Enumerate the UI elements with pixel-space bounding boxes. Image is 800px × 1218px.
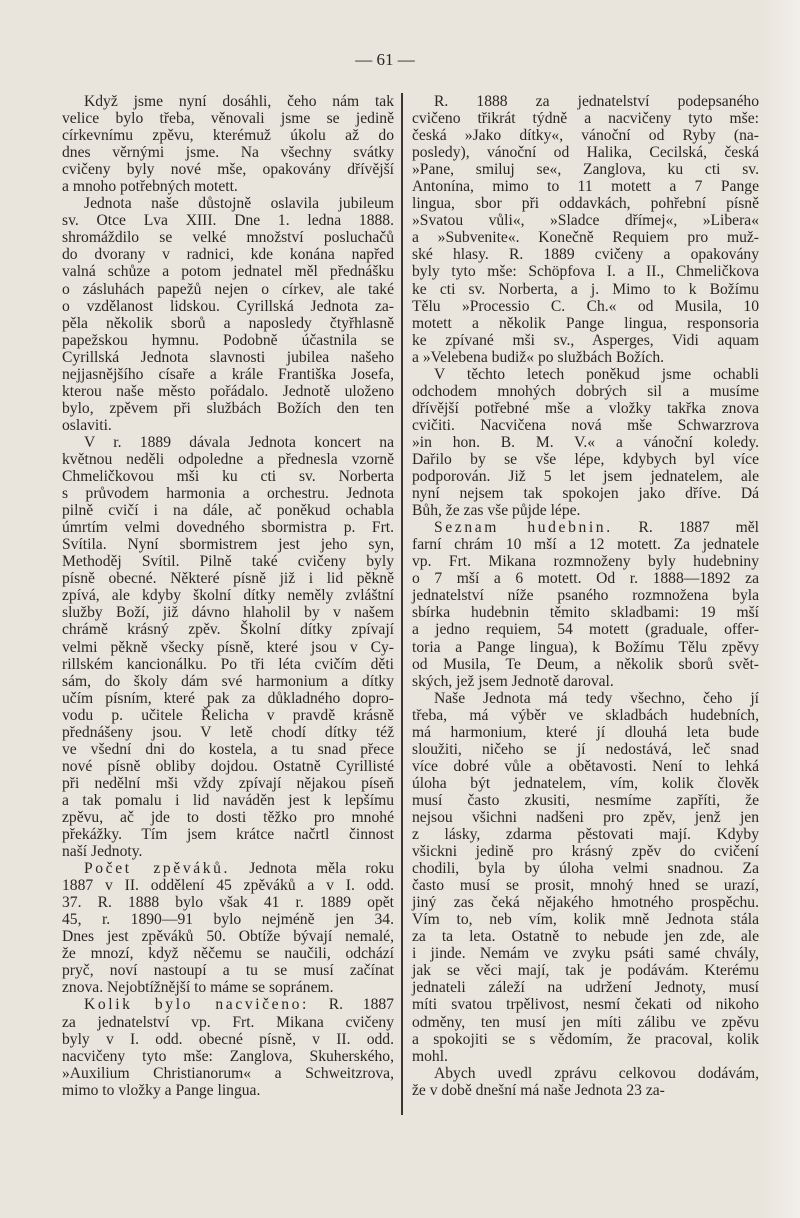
text-line: chrámě krásný zpěv. Školní dítky zpívají — [62, 621, 394, 639]
right-column — [412, 93, 759, 1099]
text-line: cvičeny byly nové mše, opakovány dřívější — [62, 161, 394, 179]
section-lead: Kolik bylo nacvičeno: — [84, 996, 309, 1014]
text-line: úmrtím velmi dovedného sbormistra p. Frt. — [62, 519, 394, 537]
text-line: církevnímu zpěvu, kterémuž úkolu až do — [62, 127, 394, 145]
text-line: shromáždilo se velké množství posluchačů — [62, 229, 394, 247]
text-line: písně obecné. Některé písně již i lid pěkně — [62, 570, 394, 588]
text-line-rest: R. 1887 — [328, 996, 394, 1014]
text-line: o zásluhách papežů nejen o církev, ale také — [62, 280, 394, 298]
text-line: byly tyto mše: Schöpfova I. a II., Chmeličkova — [412, 263, 759, 281]
text-line: Vím to, neb vím, kolik mně Jednota stála — [412, 911, 759, 929]
text-line: motett a několik Pange lingua, responsoria — [412, 314, 759, 332]
text-line: za ta leta. Ostatně to nebude jen zde, ale — [412, 928, 759, 946]
text-line: Abych uvedl zprávu celkovou dodávám, — [434, 1064, 759, 1082]
text-line: ské hlasy. R. 1889 cvičeny a opakovány — [412, 246, 759, 264]
text-line: sám, do školy dám své harmonium a dítky — [62, 672, 394, 690]
text-line: květnou neděli odpoledne a přednesla vzorně — [62, 450, 394, 468]
text-line: mohl. — [412, 1047, 448, 1065]
text-line: nové písně obliby dojdou. Ostatně Cyrillisté — [62, 757, 394, 775]
text-line: velmi pěkně všecky písně, které jsou v Cy- — [62, 638, 394, 656]
text-line: pryč, noví nastoupí a tu se musí začínat — [62, 962, 394, 980]
text-line: musí často zkusiti, nesmíme zapříti, že — [412, 791, 759, 809]
text-line: pilně cvičí i na dále, ač poněkud ochabla — [62, 502, 394, 520]
text-line: služby Boží, již dávno hlaholil by v našem — [62, 604, 394, 622]
text-line: vp. Frt. Mikana rozmnoženy byly hudebniny — [412, 553, 759, 571]
text-line: mimo to vložky a Pange lingua. — [62, 1081, 261, 1099]
text-line: má harmonium, které jí dlouhá leta bude — [412, 723, 759, 741]
text-line: za jednatelství vp. Frt. Mikana cvičeny — [62, 1013, 394, 1031]
text-line: česká »Jako dítky«, vánoční od Ryby (na- — [412, 127, 759, 145]
text-line: od Musila, Te Deum, a několik sborů svět- — [412, 655, 759, 673]
text-line: o 7 mší a 6 motett. Od r. 1888—1892 za — [412, 570, 759, 588]
text-line: i jinde. Nemám ve zvyku psáti samé chvály, — [412, 945, 759, 963]
text-line: ke zpívané mši sv., Asperges, Vidi aquam — [412, 331, 759, 349]
text-line: dřívější potřebné mše a vložky takřka znova — [412, 399, 759, 417]
text-line: míti svatou trpělivost, nesmí čekati od nikoho — [412, 996, 759, 1014]
text-line: »Pane, smiluj se«, Zanglova, ku cti sv. — [412, 161, 759, 179]
text-line: »Svatou vůli«, »Sladce dřímej«, »Libera« — [412, 212, 759, 230]
text-line: a spokojiti se s vědomím, že pracoval, kolik — [412, 1030, 759, 1048]
text-line: o vzdělanost lidskou. Cyrillská Jednota za- — [62, 297, 394, 315]
text-line: Dnes jest zpěváků 50. Obtíže bývají nemalé, — [62, 928, 394, 946]
text-line: a »Velebena budiž« po službách Božích. — [412, 348, 665, 366]
text-line: Methoděj Svítil. Pilně také cvičeny byly — [62, 553, 394, 571]
text-line: »Auxilium Christianorum« a Schweitzrova, — [62, 1064, 394, 1082]
text-line: jiný zas čeká nějakého hmotného prospěchu. — [412, 894, 759, 912]
text-line — [62, 860, 394, 877]
text-line-rest: R. 1887 měl — [638, 519, 759, 537]
text-line: farní chrám 10 mší a 12 motett. Za jednatele — [412, 536, 759, 554]
text-line: Cyrillská Jednota slavnosti jubilea našeho — [62, 348, 394, 366]
text-line: a tak pomalu i lid naváděn jest k lepšímu — [62, 791, 394, 809]
text-line: odchodem mnohých dobrých sil a musíme — [412, 382, 759, 400]
text-line: R. 1888 za jednatelství podepsaného — [434, 93, 759, 110]
text-line: vodu p. učitele Řelicha v pravdě krásně — [62, 706, 394, 724]
text-line: a mnoho potřebných motett. — [62, 178, 238, 196]
text-line: učím písním, které pak za důkladného dopro- — [62, 689, 394, 707]
text-line: kterou naše město pořádalo. Jednotě uloženo — [62, 382, 394, 400]
text-line: velice bylo třeba, věnovali jsme se jedině — [62, 110, 394, 128]
text-line: pěla několik sborů a naposledy čtyřhlasně — [62, 314, 394, 332]
text-line: sloužiti, ničeho se jí nedostává, leč snad — [412, 740, 759, 758]
text-line: překážky. Tím jsem krátce načrtl činnost — [62, 826, 394, 844]
text-line: nejjasnějšího císaře a krále Františka Josefa, — [62, 365, 394, 383]
text-line: že v době dnešní má naše Jednota 23 za- — [412, 1081, 665, 1099]
text-line: Tělu »Processio C. Ch.« od Musila, 10 — [412, 297, 759, 315]
text-line: Jednota naše důstojně oslavila jubileum — [84, 195, 394, 213]
text-line: jednateli záleží na udržení Jednoty, musí — [412, 979, 759, 997]
text-line: 37. R. 1888 bylo však 41 r. 1889 opět — [62, 894, 394, 912]
text-line: ke cti sv. Norberta, a j. Mimo to k Božímu — [412, 280, 759, 298]
text-line: cvičeno třikrát týdně a nacvičeny tyto mše: — [412, 110, 759, 128]
section-lead: Seznam hudebnin. — [434, 519, 613, 537]
text-line: ve všední dni do kostela, a tu snad přece — [62, 740, 394, 758]
text-line: Chmeličkovou mši ku cti sv. Norberta — [62, 468, 394, 486]
left-column — [62, 93, 394, 1099]
text-line: oslaviti. — [62, 416, 112, 434]
text-line: rillském kancionálku. Po tři léta cvičím děti — [62, 655, 394, 673]
text-line: toria a Pange lingua), k Božímu Tělu zpěvy — [412, 638, 759, 656]
text-line: chodili, byla by úloha velmi snadnou. Za — [412, 860, 759, 878]
text-line: papežskou hymnu. Podobně účastnila se — [62, 331, 394, 349]
text-line: podporován. Již 5 let jsem jednatelem, ale — [412, 468, 759, 486]
text-line: úloha být jednatelem, vím, kolik člověk — [412, 774, 759, 792]
text-line: lingua, sbor při oddavkách, pohřební písně — [412, 195, 759, 213]
text-line: valná schůze a potom jednatel měl přednášku — [62, 263, 394, 281]
text-line: a »Subvenite«. Konečně Requiem pro muž- — [412, 229, 759, 247]
text-line: zpívá, ale kdyby školní dítky neměly zvláštní — [62, 587, 394, 605]
text-line: Antonína, mimo to 11 motett a 7 Pange — [412, 178, 759, 196]
page-edge — [760, 0, 800, 1218]
text-line: 45, r. 1890—91 bylo nejméně jen 34. — [62, 911, 394, 929]
text-line: zpěvu, ač jde to dosti těžko pro mnohé — [62, 808, 394, 826]
text-line: byly v I. odd. obecné písně, v II. odd. — [62, 1030, 394, 1048]
text-line: odměny, ten musí jen míti zálibu ve zpěvu — [412, 1013, 759, 1031]
text-line: třeba, má výběr ve skladbách hudebních, — [412, 706, 759, 724]
text-line: přednášeny jsou. V letě chodí dítky též — [62, 723, 394, 741]
text-line: dnes věrnými jsme. Na všechny svátky — [62, 144, 394, 162]
text-line: 1887 v II. oddělení 45 zpěváků a v I. odd. — [62, 877, 394, 895]
text-line: a jedno requiem, 54 motett (graduale, offer- — [412, 621, 759, 639]
column-divider — [401, 93, 403, 1115]
text-line: V těchto letech poněkud jsme ochabli — [434, 365, 759, 383]
text-line: sbírka hudebnin těmito skladbami: 19 mší — [412, 604, 759, 622]
text-line: často musí se prosit, mnohý hned se urazí, — [412, 877, 759, 895]
text-line: posledy), vánoční od Halika, Cecilská, česká — [412, 144, 759, 162]
text-line: z lásky, zdarma pěstovati mají. Kdyby — [412, 826, 759, 844]
text-line: všickni jedině pro krásný zpěv do cvičení — [412, 843, 759, 861]
text-line: jednatelství níže psaného rozmnožena byla — [412, 587, 759, 605]
text-line: jak se věci mají, tak je podávám. Kterému — [412, 962, 759, 980]
section-lead: Počet zpěváků. — [84, 860, 231, 878]
text-line: V r. 1889 dávala Jednota koncert na — [84, 433, 394, 451]
text-line: s průvodem harmonia a orchestru. Jednota — [62, 485, 394, 503]
text-line: nacvičeny tyto mše: Zanglova, Skuherského, — [62, 1047, 394, 1065]
text-line — [412, 519, 759, 536]
text-line: že mnozí, když něčemu se naučili, odchází — [62, 945, 394, 963]
text-line: cvičiti. Nacvičena nová mše Schwarzrova — [412, 416, 759, 434]
text-line: bylo, zpěvem při službách Božích den ten — [62, 399, 394, 417]
text-line: nyní nejsem tak spokojen jako dříve. Dá — [412, 485, 759, 503]
text-line: do dvorany v radnici, kde konána napřed — [62, 246, 394, 264]
text-line: více dobré vůle a obětavosti. Není to lehká — [412, 757, 759, 775]
text-line — [62, 996, 394, 1013]
text-line: ských, jež jsem Jednotě daroval. — [412, 672, 614, 690]
text-line: naší Jednoty. — [62, 843, 143, 861]
text-line: znova. Nejobtížnější to máme se sopránem. — [62, 979, 334, 997]
text-line-rest: Jednota měla roku — [249, 860, 394, 878]
text-line: Bůh, že zas vše půjde lépe. — [412, 502, 581, 520]
text-line: »in hon. B. M. V.« a vánoční koledy. — [412, 433, 759, 451]
text-line: sv. Otce Lva XIII. Dne 1. ledna 1888. — [62, 212, 394, 230]
text-line: Svítila. Nyní sbormistrem jest jeho syn, — [62, 536, 394, 554]
text-line: Dařilo by se vše lépe, kdybych byl více — [412, 450, 759, 468]
text-line: Naše Jednota má tedy všechno, čeho jí — [434, 689, 759, 707]
text-line: nejsou všichni nadšeni pro zpěv, jenž jen — [412, 808, 759, 826]
text-line: Když jsme nyní dosáhli, čeho nám tak — [84, 93, 394, 110]
page-number: — 61 — — [355, 50, 415, 69]
text-line: při nedělní mši vždy zpívají nějakou píseň — [62, 774, 394, 792]
